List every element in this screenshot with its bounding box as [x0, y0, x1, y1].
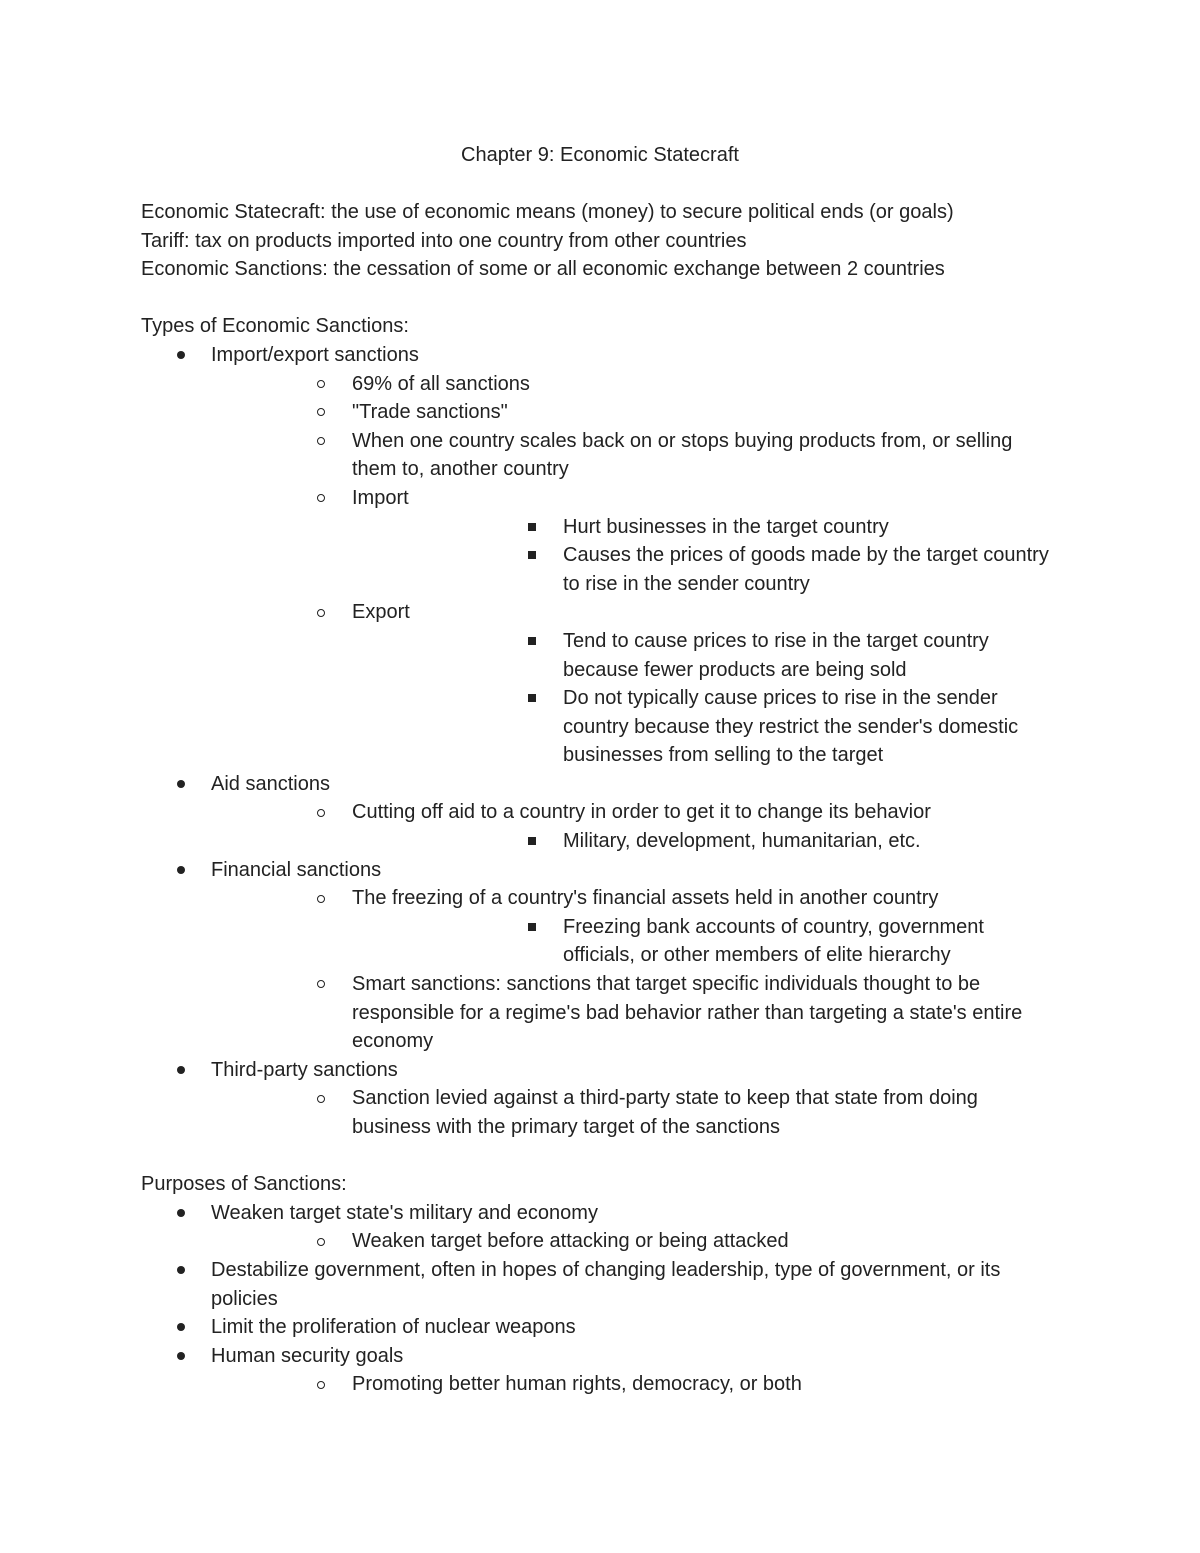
list-item: "Trade sanctions": [211, 398, 1061, 427]
bullet-circle-icon: [317, 484, 329, 513]
sublist: [211, 370, 1061, 770]
list-item: Import Hurt businesses in the target country Causes the prices of goods made by the target country to rise in the sender country: [211, 484, 1061, 598]
sublist: [352, 513, 1061, 599]
bullet-disc-icon: [177, 1313, 189, 1342]
bullet-disc-icon: [177, 341, 189, 370]
bullet-circle-icon: [317, 427, 329, 456]
list-item: 69% of all sanctions: [211, 370, 1061, 399]
list-item: Limit the proliferation of nuclear weapons: [141, 1313, 1061, 1342]
bullet-square-icon: [528, 541, 540, 570]
bullet-circle-icon: [317, 884, 329, 913]
bullet-circle-icon: [317, 398, 329, 427]
bullet-disc-icon: [177, 1256, 189, 1285]
bullet-circle-icon: [317, 1227, 329, 1256]
list-item: Financial sanctions The freezing of a country's financial assets held in another country Freezing bank accounts of country, government officials, or other members of elite hierarchy Smart sanctions: sanctions that target specific individuals thought to be responsible for a regime's bad behavior rather than targeting a state's entire economy: [141, 856, 1061, 1056]
list-item: Cutting off aid to a country in order to get it to change its behavior Military, development, humanitarian, etc.: [211, 798, 1061, 855]
sublist: [352, 827, 1061, 856]
list-item: Hurt businesses in the target country: [352, 513, 1061, 542]
list-item: Promoting better human rights, democracy, or both: [211, 1370, 1061, 1399]
bullet-circle-icon: [317, 970, 329, 999]
list-item: Weaken target before attacking or being attacked: [211, 1227, 1061, 1256]
bullet-disc-icon: [177, 856, 189, 885]
list-item: Destabilize government, often in hopes of changing leadership, type of government, or its policies: [141, 1256, 1061, 1313]
document-body: [141, 198, 1061, 1399]
bullet-disc-icon: [177, 1342, 189, 1371]
list-item: Tend to cause prices to rise in the target country because fewer products are being sold: [352, 627, 1061, 684]
bullet-circle-icon: [317, 1370, 329, 1399]
list-item: When one country scales back on or stops buying products from, or selling them to, another country: [211, 427, 1061, 484]
list-item: The freezing of a country's financial assets held in another country Freezing bank accounts of country, government officials, or other members of elite hierarchy: [211, 884, 1061, 970]
bullet-square-icon: [528, 827, 540, 856]
bullet-circle-icon: [317, 370, 329, 399]
list-item: Do not typically cause prices to rise in the sender country because they restrict the sender's domestic businesses from selling to the target: [352, 684, 1061, 770]
bullet-disc-icon: [177, 770, 189, 799]
definition-economic-statecraft: Economic Statecraft: the use of economic means (money) to secure political ends (or goals): [141, 201, 954, 223]
bullet-square-icon: [528, 684, 540, 713]
list-item: Export Tend to cause prices to rise in the target country because fewer products are being sold Do not typically cause prices to rise in the sender country because they restrict the sender's domestic businesses from selling to the target: [211, 598, 1061, 770]
list-item: Weaken target state's military and economy Weaken target before attacking or being attacked: [141, 1199, 1061, 1256]
sublist: [352, 913, 1061, 970]
section-heading-purposes: Purposes of Sanctions:: [141, 1173, 347, 1196]
bullet-square-icon: [528, 913, 540, 942]
purposes-list: [141, 1199, 1061, 1399]
list-item: Human security goals Promoting better human rights, democracy, or both: [141, 1342, 1061, 1399]
list-item: Third-party sanctions Sanction levied against a third-party state to keep that state from doing business with the primary target of the sanctions: [141, 1056, 1061, 1142]
bullet-circle-icon: [317, 798, 329, 827]
bullet-square-icon: [528, 627, 540, 656]
sublist: [211, 1370, 1061, 1399]
sublist: [211, 798, 1061, 855]
page-title: Chapter 9: Economic Statecraft: [461, 144, 739, 166]
definition-economic-sanctions: Economic Sanctions: the cessation of some or all economic exchange between 2 countries: [141, 258, 945, 281]
list-item: Sanction levied against a third-party state to keep that state from doing business with the primary target of the sanctions: [211, 1084, 1061, 1141]
sublist: [211, 1084, 1061, 1141]
bullet-disc-icon: [177, 1199, 189, 1228]
bullet-square-icon: [528, 513, 540, 542]
spacer: [141, 1142, 1061, 1171]
sublist: [211, 884, 1061, 1056]
bullet-disc-icon: [177, 1056, 189, 1085]
list-item: Import/export sanctions 69% of all sanctions "Trade sanctions" When one country scales back on or stops buying products from, or selling them to, another country Import Hurt businesses in the target country Causes the prices of goods made by the target country to rise in the sender country Export Tend to cause prices to rise in the target country because fewer products are being sold Do not typically cause prices to rise in the sender country because they restrict the sender's domestic businesses from selling to the target: [141, 341, 1061, 770]
list-item: Aid sanctions Cutting off aid to a country in order to get it to change its behavior Military, development, humanitarian, etc.: [141, 770, 1061, 856]
list-item: Causes the prices of goods made by the target country to rise in the sender country: [352, 541, 1061, 598]
definition-tariff: Tariff: tax on products imported into one country from other countries: [141, 229, 747, 252]
list-item: Smart sanctions: sanctions that target specific individuals thought to be responsible for a regime's bad behavior rather than targeting a state's entire economy: [211, 970, 1061, 1056]
list-item: Military, development, humanitarian, etc.: [352, 827, 1061, 856]
sublist: [211, 1227, 1061, 1256]
sublist: [352, 627, 1061, 770]
bullet-circle-icon: [317, 1084, 329, 1113]
list-item: Freezing bank accounts of country, government officials, or other members of elite hierarchy: [352, 913, 1061, 970]
types-list: [141, 341, 1061, 1142]
bullet-circle-icon: [317, 598, 329, 627]
section-heading-types: Types of Economic Sanctions:: [141, 315, 409, 338]
spacer: [141, 284, 1061, 313]
